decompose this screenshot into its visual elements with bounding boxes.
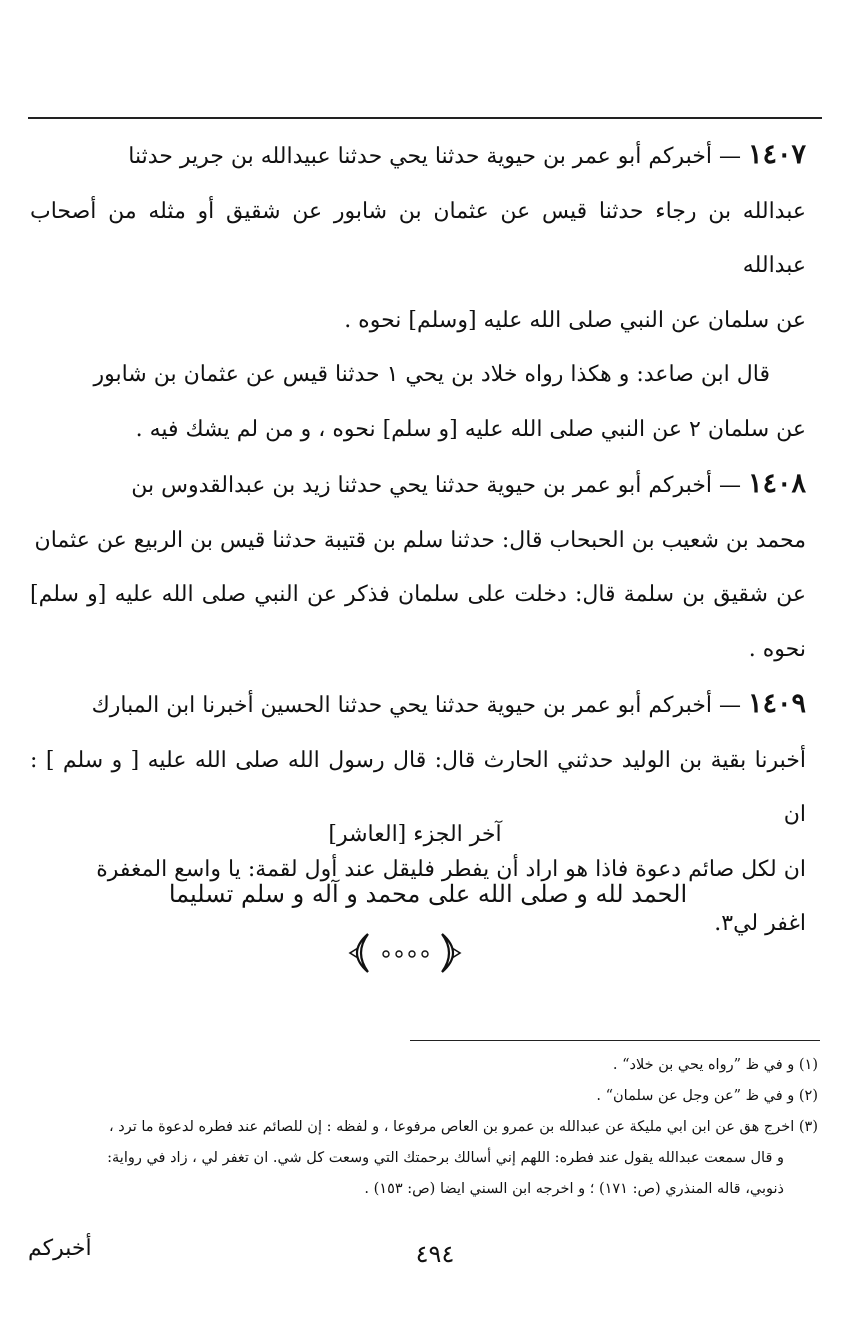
footnotes bbox=[28, 1050, 818, 1205]
hadith-number: ١٤٠٧ bbox=[747, 139, 806, 170]
hadith-1409-line-3: ان لكل صائم دعوة فاذا هو اراد أن يفطر فليقل عند أول لقمة: يا واسع المغفرة bbox=[96, 856, 806, 882]
hadith-1409-line-4: اغفر لي٣. bbox=[714, 911, 806, 936]
footnote-2: (٢) و في ظ ”عن وجل عن سلمان“ . bbox=[596, 1088, 818, 1104]
catchword: أخبركم bbox=[28, 1236, 92, 1261]
hadith-1409-line-2: أخبرنا بقية بن الوليد حدثني الحارث قال: قال رسول الله صلى الله عليه [ و سلم ] : ان bbox=[30, 747, 806, 827]
footnote-rule bbox=[410, 1040, 820, 1041]
end-of-part-title: آخر الجزء [العاشر] bbox=[328, 822, 502, 847]
hadith-1408-line-1: ١٤٠٨ — أخبركم أبو عمر بن حيوية حدثنا يحي حدثنا زيد بن عبدالقدوس بن bbox=[131, 468, 806, 499]
hadith-1408-line-2: محمد بن شعيب بن الحبحاب قال: حدثنا سلم بن قتيبة حدثنا قيس بن الربيع عن عثمان bbox=[34, 527, 806, 553]
ornament-icon bbox=[340, 930, 470, 976]
hadith-1409-line-1: ١٤٠٩ — أخبركم أبو عمر بن حيوية حدثنا يحي حدثنا الحسين أخبرنا ابن المبارك bbox=[91, 688, 806, 719]
footnote-3-continuation-1: و قال سمعت عبدالله يقول عند فطره: اللهم إني أسالك برحمتك التي وسعت كل شي. ان تغفر لي ، زاد في رواية: bbox=[107, 1150, 784, 1166]
page-number: ٤٩٤ bbox=[415, 1240, 455, 1268]
ibn-said-line-2: عن سلمان ٢ عن النبي صلى الله عليه [و سلم] نحوه ، و من لم يشك فيه . bbox=[135, 416, 806, 442]
footnote-3: (٣) اخرج هق عن ابن ابي مليكة عن عبدالله بن عمرو بن العاص مرفوعا ، و لفظه : إن للصائم عند فطره لدعوة ما ترد ، bbox=[108, 1119, 818, 1135]
ibn-said-line-1: قال ابن صاعد: و هكذا رواه خلاد بن يحي ١ حدثنا قيس عن عثمان بن شابور bbox=[93, 362, 770, 387]
hadith-1407-line-3: عن سلمان عن النبي صلى الله عليه [وسلم] نحوه . bbox=[344, 307, 806, 333]
footnote-3-continuation-2: ذنوبي، قاله المنذري (ص: ١٧١) ؛ و اخرجه ابن السني ايضا (ص: ١٥٣) . bbox=[364, 1181, 784, 1197]
footnote-1: (١) و في ظ ”رواه يحي بن خلاد“ . bbox=[612, 1057, 818, 1073]
hadith-number: ١٤٠٨ bbox=[747, 468, 806, 499]
hadith-1407-line-1: ١٤٠٧ — أخبركم أبو عمر بن حيوية حدثنا يحي حدثنا عبيدالله بن جرير حدثنا bbox=[128, 139, 806, 170]
hadith-1407-line-2: عبدالله بن رجاء حدثنا قيس عن عثمان بن شابور عن شقيق أو مثله من أصحاب عبدالله bbox=[30, 198, 806, 278]
hadith-number: ١٤٠٩ bbox=[747, 688, 806, 719]
doxology: الحمد لله و صلى الله على محمد و آله و سلم تسليما bbox=[168, 880, 688, 908]
top-rule bbox=[28, 117, 822, 119]
hadith-1408-line-3: عن شقيق بن سلمة قال: دخلت على سلمان فذكر عن النبي صلى الله عليه [و سلم] نحوه . bbox=[30, 582, 806, 662]
